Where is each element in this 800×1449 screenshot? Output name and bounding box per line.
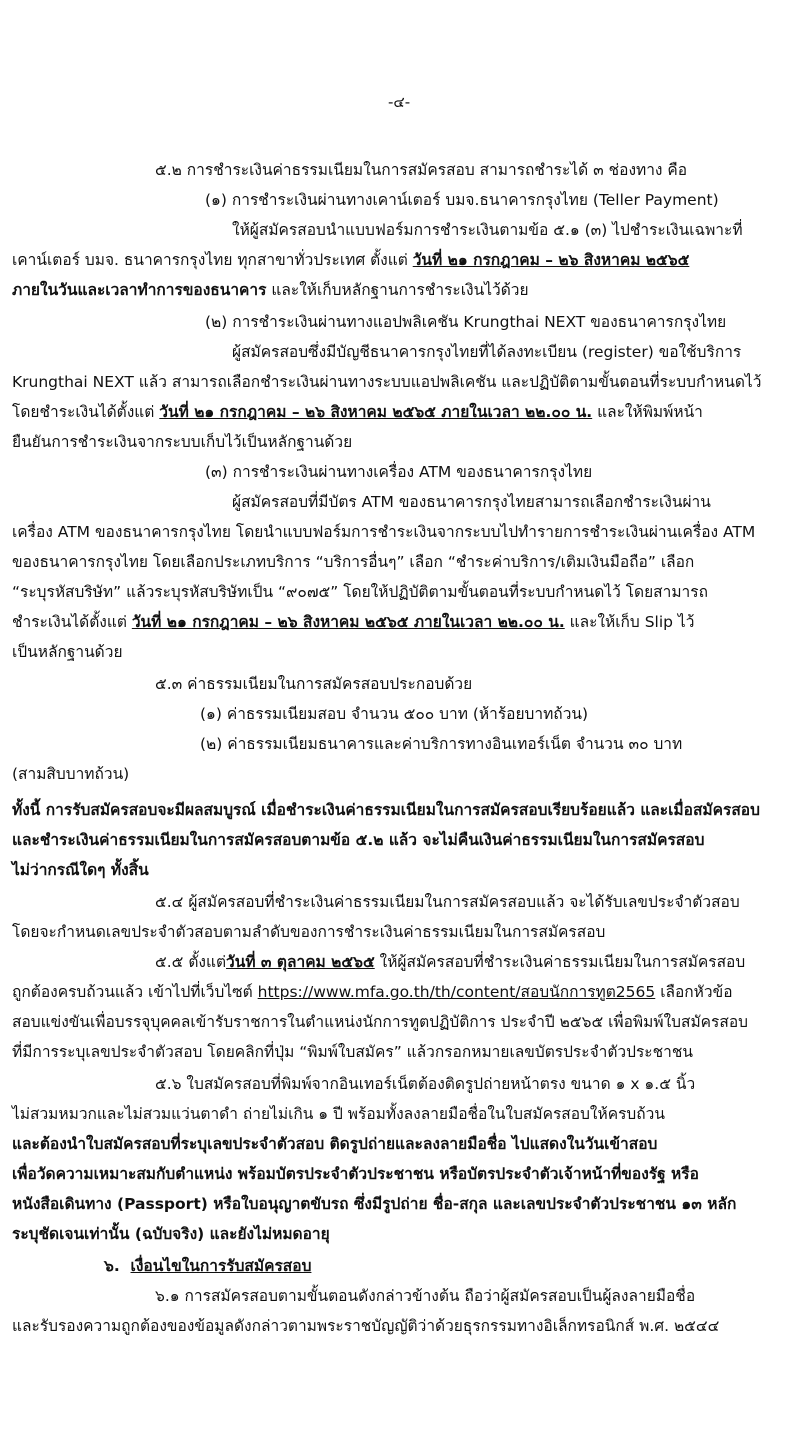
section-5-3-heading: ๕.๓ ค่าธรรมเนียมในการสมัครสอบประกอบด้วย (155, 675, 473, 693)
teller-line-1: ให้ผู้สมัครสอบนำแบบฟอร์มการชำระเงินตามข้อ ๕.๑ (๓) ไปชำระเงินเฉพาะที่ (232, 221, 743, 239)
section-5-5-line-2-text: ถูกต้องครบถ้วนแล้ว เข้าไปที่เว็บไซต์ (12, 983, 258, 1001)
atm-line-6: เป็นหลักฐานด้วย (12, 643, 123, 661)
section-5-5-line-3: สอบแข่งขันเพื่อบรรจุบุคคลเข้ารับราชการในตำแหน่งนักการทูตปฏิบัติการ ประจำปี ๒๕๖๕ เพื่อพิมพ์ใบสมัครสอบ (12, 1013, 748, 1031)
section-5-5-line-4: ที่มีการระบุเลขประจำตัวสอบ โดยคลิกที่ปุ่ม “พิมพ์ใบสมัคร” แล้วกรอกหมายเลขบัตรประจำตัวประชาชน (12, 1043, 693, 1061)
section-5-6-line-5: หนังสือเดินทาง (Passport) หรือใบอนุญาตขับรถ ซึ่งมีรูปถ่าย ชื่อ-สกุล และเลขประจำตัวประชาชน ๑๓ หลัก (12, 1195, 737, 1213)
section-5-6-line-2: ไม่สวมหมวกและไม่สวมแว่นตาดำ ถ่ายไม่เกิน ๑ ปี พร้อมทั้งลงลายมือชื่อในใบสมัครสอบให้ครบถ้วน (12, 1105, 665, 1123)
app-line-3-text: โดยชำระเงินได้ตั้งแต่ (12, 403, 160, 421)
fee-item-2-cont: (สามสิบบาทถ้วน) (12, 765, 130, 783)
teller-line-3 (12, 280, 529, 300)
section-5-6-line-4: เพื่อวัดความเหมาะสมกับตำแหน่ง พร้อมบัตรประจำตัวประชาชน หรือบัตรประจำตัวเจ้าหน้าที่ของรัฐ หรือ (12, 1165, 699, 1183)
app-title: (๒) การชำระเงินผ่านทางแอปพลิเคชัน Krungthai NEXT ของธนาคารกรุงไทย (205, 313, 727, 331)
print-date: วันที่ ๓ ตุลาคม ๒๕๖๕ (226, 953, 375, 971)
section-5-5-line-2-tail: เลือกหัวข้อ (655, 983, 733, 1001)
fee-item-2: (๒) ค่าธรรมเนียมธนาคารและค่าบริการทางอินเทอร์เน็ต จำนวน ๓๐ บาท (200, 735, 683, 753)
app-line-4: ยืนยันการชำระเงินจากระบบเก็บไว้เป็นหลักฐานด้วย (12, 433, 353, 451)
app-date-range: วันที่ ๒๑ กรกฎาคม – ๒๖ สิงหาคม ๒๕๖๕ ภายในเวลา ๒๒.๐๐ น. (159, 403, 593, 421)
notice-line-2: และชำระเงินค่าธรรมเนียมในการสมัครสอบตามข้อ ๕.๒ แล้ว จะไม่คืนเงินค่าธรรมเนียมในการสมัครสอบ (12, 831, 705, 849)
teller-title: (๑) การชำระเงินผ่านทางเคาน์เตอร์ บมจ.ธนาคารกรุงไทย (Teller Payment) (205, 191, 719, 209)
fee-item-1: (๑) ค่าธรรมเนียมสอบ จำนวน ๕๐๐ บาท (ห้าร้อยบาทถ้วน) (200, 705, 589, 723)
section-6-title: เงื่อนไขในการรับสมัครสอบ (130, 1257, 312, 1275)
mfa-website-link[interactable]: https://www.mfa.go.th/th/content/สอบนักการทูต2565 (257, 983, 656, 1001)
atm-line-4: “ระบุรหัสบริษัท” แล้วระบุรหัสบริษัทเป็น “๙๐๗๕” โดยให้ปฏิบัติตามขั้นตอนที่ระบบกำหนดไว้ โดยสามารถ (12, 583, 708, 601)
teller-line-2 (12, 250, 689, 270)
section-6-1-line-1: ๖.๑ การสมัครสอบตามขั้นตอนดังกล่าวข้างต้น ถือว่าผู้สมัครสอบเป็นผู้ลงลายมือชื่อ (155, 1287, 696, 1305)
section-5-5-line-1 (155, 952, 745, 972)
section-5-5-line-2 (12, 982, 733, 1002)
atm-line-2: เครื่อง ATM ของธนาคารกรุงไทย โดยนำแบบฟอร์มการชำระเงินจากระบบไปทำรายการชำระเงินผ่านเครื่อง ATM (12, 523, 756, 541)
section-5-6-line-6: ระบุชัดเจนเท่านั้น (ฉบับจริง) และยังไม่หมดอายุ (12, 1225, 330, 1243)
atm-line-3: ของธนาคารกรุงไทย โดยเลือกประเภทบริการ “บริการอื่นๆ” เลือก “ชำระค่าบริการ/เติมเงินมือถือ” เลือก (12, 553, 695, 571)
notice-line-3: ไม่ว่ากรณีใดๆ ทั้งสิ้น (12, 861, 149, 879)
section-5-6-line-1: ๕.๖ ใบสมัครสอบที่พิมพ์จากอินเทอร์เน็ตต้องติดรูปถ่ายหน้าตรง ขนาด ๑ x ๑.๕ นิ้ว (155, 1075, 696, 1093)
app-line-2: Krungthai NEXT แล้ว สามารถเลือกชำระเงินผ่านทางระบบแอปพลิเคชัน และปฏิบัติตามขั้นตอนที่ระบบกำหนดไว้ (12, 373, 762, 391)
atm-date-range: วันที่ ๒๑ กรกฎาคม – ๒๖ สิงหาคม ๒๕๖๕ ภายในเวลา ๒๒.๐๐ น. (131, 613, 565, 631)
section-5-5-prefix: ๕.๕ ตั้งแต่ (155, 953, 227, 971)
atm-line-5-text: ชำระเงินได้ตั้งแต่ (12, 613, 132, 631)
page-number: -๔- (388, 93, 411, 111)
teller-line-2-text: เคาน์เตอร์ บมจ. ธนาคารกรุงไทย ทุกสาขาทั่วประเทศ ตั้งแต่ (12, 251, 413, 269)
app-line-3 (12, 402, 703, 422)
app-line-1: ผู้สมัครสอบซึ่งมีบัญชีธนาคารกรุงไทยที่ได้ลงทะเบียน (register) ขอใช้บริการ (232, 343, 742, 361)
section-6-heading (104, 1256, 311, 1276)
section-5-5-line-1-tail: ให้ผู้สมัครสอบที่ชำระเงินค่าธรรมเนียมในการสมัครสอบ (374, 953, 746, 971)
atm-title: (๓) การชำระเงินผ่านทางเครื่อง ATM ของธนาคารกรุงไทย (205, 463, 593, 481)
teller-bank-hours: ภายในวันและเวลาทำการของธนาคาร (12, 281, 267, 299)
section-6-1-line-2: และรับรองความถูกต้องของข้อมูลดังกล่าวตามพระราชบัญญัติว่าด้วยธุรกรรมทางอิเล็กทรอนิกส์ พ.ศ. ๒๕๔๔ (12, 1317, 720, 1335)
atm-line-5-tail: และให้เก็บ Slip ไว้ (564, 613, 695, 631)
notice-line-1: ทั้งนี้ การรับสมัครสอบจะมีผลสมบูรณ์ เมื่อชำระเงินค่าธรรมเนียมในการสมัครสอบเรียบร้อยแล้ว และเมื่อสมัครสอบ (12, 801, 760, 819)
section-5-6-line-3: และต้องนำใบสมัครสอบที่ระบุเลขประจำตัวสอบ ติดรูปถ่ายและลงลายมือชื่อ ไปแสดงในวันเข้าสอบ (12, 1135, 658, 1153)
teller-date-range: วันที่ ๒๑ กรกฎาคม – ๒๖ สิงหาคม ๒๕๖๕ (412, 251, 690, 269)
section-5-4-line-2: โดยจะกำหนดเลขประจำตัวสอบตามลำดับของการชำระเงินค่าธรรมเนียมในการสมัครสอบ (12, 923, 606, 941)
atm-line-5 (12, 612, 694, 632)
section-6-number: ๖. (104, 1257, 120, 1275)
atm-line-1: ผู้สมัครสอบที่มีบัตร ATM ของธนาคารกรุงไทยสามารถเลือกชำระเงินผ่าน (232, 493, 711, 511)
section-5-2-heading: ๕.๒ การชำระเงินค่าธรรมเนียมในการสมัครสอบ สามารถชำระได้ ๓ ช่องทาง คือ (155, 161, 688, 179)
app-line-3-tail: และให้พิมพ์หน้า (592, 403, 703, 421)
teller-line-3-text: และให้เก็บหลักฐานการชำระเงินไว้ด้วย (266, 281, 529, 299)
section-5-4-line-1: ๕.๔ ผู้สมัครสอบที่ชำระเงินค่าธรรมเนียมในการสมัครสอบแล้ว จะได้รับเลขประจำตัวสอบ (155, 893, 740, 911)
